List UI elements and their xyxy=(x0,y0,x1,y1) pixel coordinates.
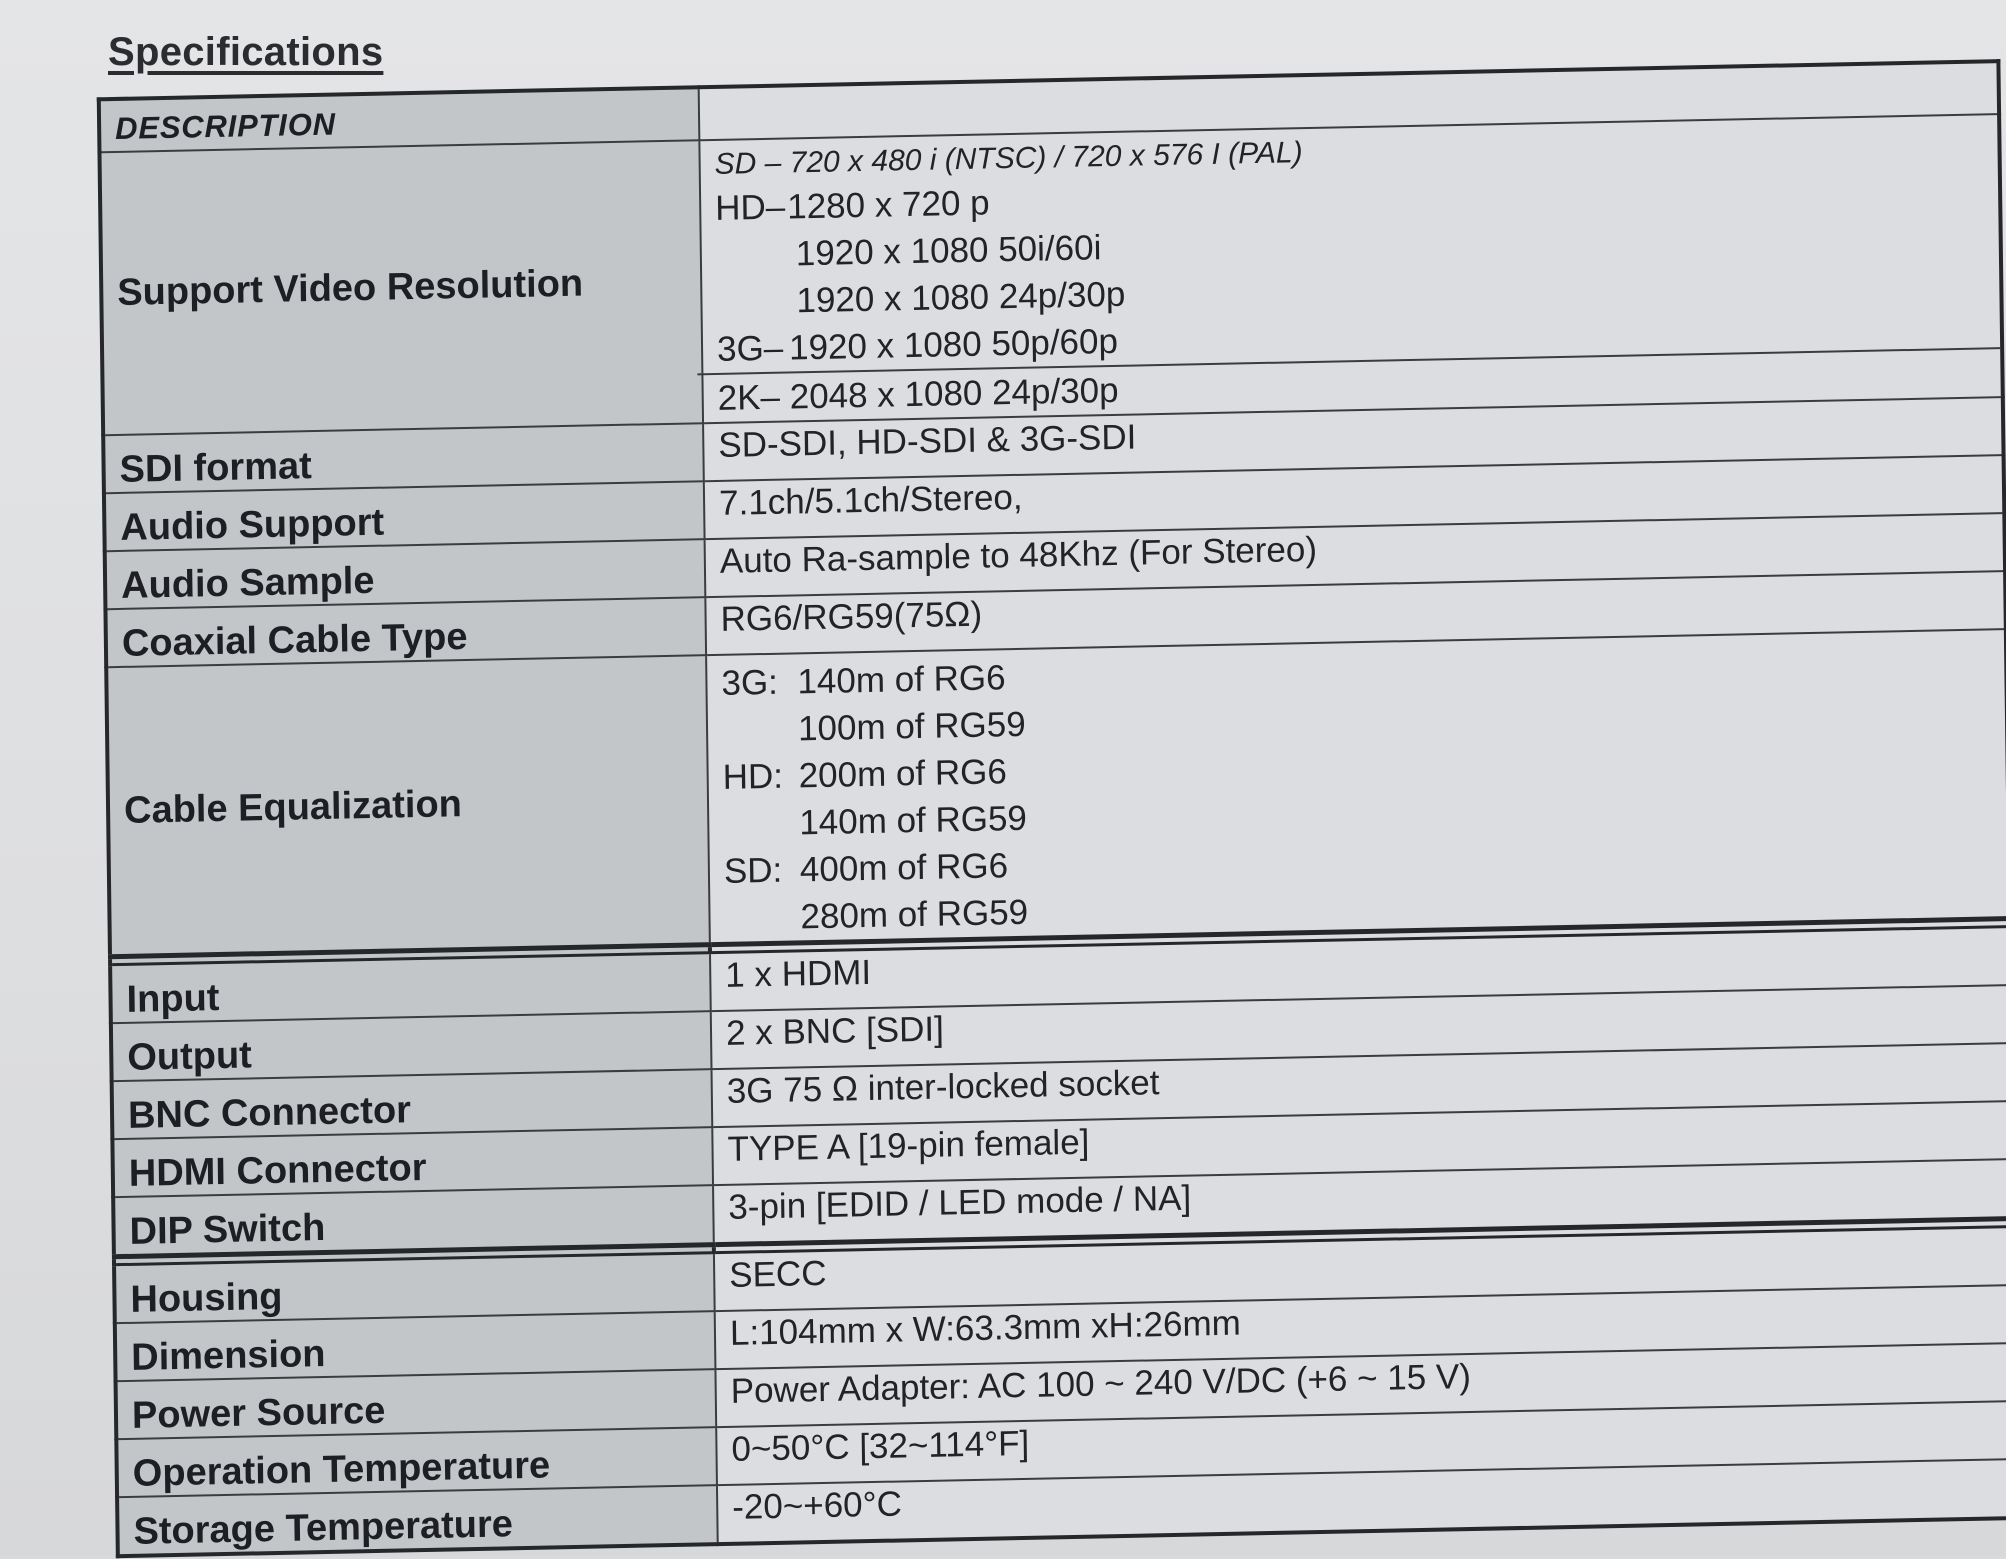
equalization-line: 140m of RG59 xyxy=(799,798,1028,843)
spec-value: Auto Ra-sample to 48Khz (For Stereo) xyxy=(705,513,2005,597)
table-row xyxy=(99,114,2002,435)
spec-label: HDMI Connector xyxy=(112,1127,713,1197)
spec-label: Housing xyxy=(114,1253,715,1324)
spec-label: SDI format xyxy=(103,423,704,493)
equalization-line: 3G: 140m of RG6 xyxy=(721,658,1006,703)
resolution-line: 1920 x 1080 50i/60i xyxy=(795,228,1102,274)
spec-label: Power Source xyxy=(116,1369,717,1439)
spec-table-wrapper xyxy=(62,1,2006,1553)
spec-value: TYPE A [19-pin female] xyxy=(712,1101,2006,1185)
resolution-line: 3G– 1920 x 1080 50p/60p xyxy=(716,321,1119,369)
page-title: Specifications xyxy=(108,30,384,74)
equalization-line: HD: 200m of RG6 xyxy=(722,752,1008,797)
spec-label: Input xyxy=(110,953,711,1024)
spec-value: 1 x HDMI xyxy=(710,927,2006,1012)
spec-table xyxy=(97,59,2006,1558)
equalization-line: SD: 400m of RG6 xyxy=(723,846,1009,891)
table-row xyxy=(106,629,2006,957)
spec-label: Storage Temperature xyxy=(117,1485,718,1556)
spec-label: BNC Connector xyxy=(112,1069,713,1139)
spec-label: Support Video Resolution xyxy=(99,140,703,435)
equalization-line: 100m of RG59 xyxy=(797,704,1026,749)
resolution-line: 2K– 2048 x 1080 24p/30p xyxy=(697,347,2000,422)
spec-value: SD-SDI, HD-SDI & 3G-SDI xyxy=(703,397,2003,481)
spec-value: Power Adapter: AC 100 ~ 240 V/DC (+6 ~ 15 V) xyxy=(715,1343,2006,1427)
spec-label: DIP Switch xyxy=(113,1185,714,1257)
spec-value: 7.1ch/5.1ch/Stereo, xyxy=(704,455,2004,539)
spec-value: 2 x BNC [SDI] xyxy=(711,985,2006,1069)
description-header: DESCRIPTION xyxy=(99,87,700,152)
spec-value: SECC xyxy=(714,1227,2006,1312)
resolution-sd-line: SD – 720 x 480 i (NTSC) / 720 x 576 I (PAL) xyxy=(714,136,1303,181)
equalization-line: 280m of RG59 xyxy=(800,892,1029,937)
spec-label: Output xyxy=(111,1011,712,1081)
spec-value: 3G 75 Ω inter-locked socket xyxy=(712,1043,2006,1127)
spec-value: RG6/RG59(75Ω) xyxy=(705,571,2005,655)
spec-label: Dimension xyxy=(115,1311,716,1381)
spec-label: Operation Temperature xyxy=(116,1427,717,1497)
spec-value xyxy=(706,629,2006,945)
spec-label: Audio Support xyxy=(104,481,705,551)
spec-label: Audio Sample xyxy=(105,539,706,609)
spec-value: 0~50°C [32~114°F] xyxy=(716,1401,2006,1485)
spec-label: Cable Equalization xyxy=(106,655,710,957)
resolution-line: HD–1280 x 720 p xyxy=(714,183,990,228)
spec-value xyxy=(699,114,2002,423)
spec-value: L:104mm x W:63.3mm xH:26mm xyxy=(715,1285,2006,1369)
spec-value: 3-pin [EDID / LED mode / NA] xyxy=(713,1159,2006,1245)
spec-label: Coaxial Cable Type xyxy=(105,597,706,667)
resolution-line: 1920 x 1080 24p/30p xyxy=(796,274,1126,321)
spec-value: -20~+60°C xyxy=(717,1459,2006,1544)
